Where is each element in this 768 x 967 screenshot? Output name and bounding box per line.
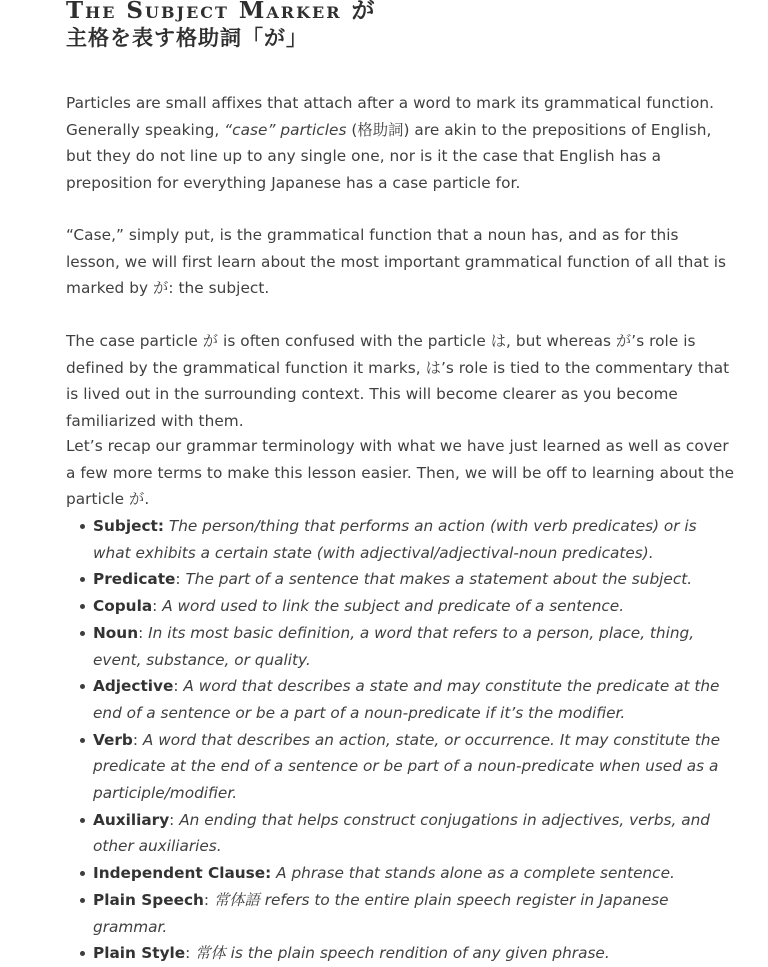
- term-name: Predicate: [93, 570, 176, 589]
- term-definition: The part of a sentence that makes a statement about the subject.: [185, 570, 693, 589]
- term-name: Independent Clause:: [93, 864, 272, 883]
- article-body: [66, 0, 736, 963]
- list-item: [93, 860, 735, 887]
- term-definition: A word used to link the subject and predicate of a sentence.: [162, 597, 625, 616]
- paragraph-particles-intro: [66, 90, 734, 196]
- paragraph-text: (格助詞) are akin to the prepositions of English, but they do not line up to any single one, nor is it the case that English has a preposition for everything Japanese has a case particle for.: [66, 120, 712, 192]
- list-item: [93, 513, 735, 566]
- list-item: [93, 593, 735, 620]
- term-name: Adjective: [93, 677, 174, 696]
- list-item: [93, 620, 735, 673]
- term-separator: :: [175, 570, 186, 589]
- term-definition: The person/thing that performs an action (with verb predicates) or is what exhibits a certain state (with adjectival/adjectival-noun predicates).: [93, 517, 697, 562]
- term-name: Noun: [93, 623, 139, 642]
- term-name: Verb: [93, 730, 133, 749]
- term-name: Copula: [93, 597, 153, 616]
- heading-english: The Subject Marker が: [66, 0, 377, 24]
- term-definition: 常体語 refers to the entire plain speech register in Japanese grammar.: [93, 890, 669, 936]
- term-separator: :: [132, 730, 143, 749]
- paragraph-case-definition: “Case,” simply put, is the grammatical function that a noun has, and as for this lesson, we will first learn about the most important grammatical function of all that is marked by が: the subject.: [66, 226, 727, 297]
- term-definition: A word that describes a state and may constitute the predicate at the end of a sentence or be a part of a noun-predicate if it’s the modifier.: [93, 677, 720, 722]
- section-heading: [66, 0, 736, 51]
- term-name: Subject:: [93, 517, 164, 535]
- term-definition: 常体 is the plain speech rendition of any given phrase.: [195, 944, 610, 963]
- terminology-list: [66, 513, 735, 967]
- list-item: [93, 566, 735, 593]
- term-name: Auxiliary: [93, 810, 170, 829]
- term-definition: An ending that helps construct conjugations in adjectives, verbs, and other auxiliaries.: [93, 810, 711, 856]
- term-name: Plain Speech: [93, 890, 204, 909]
- term-separator: :: [203, 890, 214, 909]
- list-item: [93, 887, 735, 940]
- term-definition: A word that describes an action, state, or occurrence. It may constitute the predicate at the end of a sentence or be part of a noun-predicate when used as a participle/modifier.: [93, 730, 721, 803]
- paragraph-ga-vs-wa: The case particle が is often confused with the particle は, but whereas が’s role is defined by the grammatical function it marks, は’s role is tied to the commentary that is lived out in the surrounding context. This will become clearer as you become familiarized with them.: [66, 332, 730, 430]
- term-separator: :: [169, 810, 180, 829]
- term-separator: :: [152, 597, 163, 616]
- list-item: [93, 673, 735, 726]
- paragraph-text: Particles are small affixes that attach after a word to mark its grammatical function. Generally speaking,: [66, 94, 715, 139]
- list-item: [93, 807, 735, 860]
- term-separator: :: [185, 944, 196, 963]
- term-definition: A phrase that stands alone as a complete sentence.: [276, 864, 675, 883]
- term-name: Plain Style: [93, 944, 186, 963]
- paragraph-recap: Let’s recap our grammar terminology with what we have just learned as well as cover a few more terms to make this lesson easier. Then, we will be off to learning about the particle が.: [66, 437, 735, 508]
- heading-japanese: 主格を表す格助詞「が」: [66, 26, 308, 50]
- case-particles-emphasis: “case” particles: [224, 120, 347, 139]
- list-item: [93, 727, 735, 807]
- list-item: [93, 940, 735, 967]
- term-separator: :: [138, 623, 149, 642]
- term-separator: :: [173, 677, 184, 696]
- term-definition: In its most basic definition, a word that refers to a person, place, thing, event, substance, or quality.: [93, 623, 695, 669]
